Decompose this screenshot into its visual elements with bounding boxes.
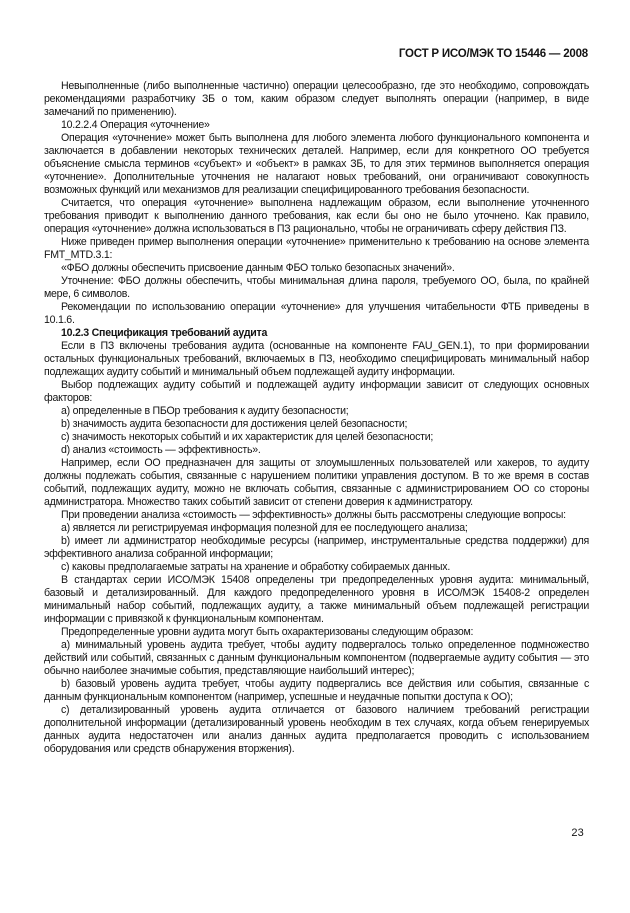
paragraph: b) имеет ли администратор необходимые ресурсы (например, инструментальные средства поддержки) для эффективного анализа собранной информации;: [44, 535, 589, 560]
paragraph: a) определенные в ПБОр требования к аудиту безопасности;: [61, 405, 349, 417]
section-heading: 10.2.2.4 Операция «уточнение»: [61, 119, 210, 131]
paragraph: c) каковы предполагаемые затраты на хранение и обработку собираемых данных.: [61, 561, 451, 573]
paragraph: a) минимальный уровень аудита требует, чтобы аудиту подвергалось только определенное подмножество действий или событий, связанных с данным функциональным компонентом (подвергаемые аудиту события — это обычно наиболее значимые события, представляющие наибольший интерес);: [44, 639, 589, 677]
paragraph: Если в ПЗ включены требования аудита (основанные на компоненте FAU_GEN.1), то при формировании остальных функциональных требований, включаемых в ПЗ, необходимо специфицировать минимальный набор подлежащих аудиту событий и минимальный объем подлежащей аудиту информации.: [44, 340, 589, 378]
paragraph: При проведении анализа «стоимость — эффективность» должны быть рассмотрены следующие вопросы:: [61, 509, 566, 521]
paragraph: Невыполненные (либо выполненные частично) операции целесообразно, где это необходимо, сопровождать рекомендациями разработчику ЗБ о том, каким образом следует выполнять операции (например, в виде замечаний по применению).: [44, 80, 589, 118]
paragraph: c) детализированный уровень аудита отличается от базового наличием требований регистрации дополнительной информации (детализированный уровень необходим в тех случаях, когда объем генерируемых данных аудита недостаточен или анализ данных аудита предполагается проводить с использованием оборудования или средств обнаружения вторжения).: [44, 704, 589, 755]
running-header: ГОСТ Р ИСО/МЭК ТО 15446 — 2008: [398, 48, 588, 60]
paragraph: b) базовый уровень аудита требует, чтобы аудиту подвергались все действия или события, связанные с данным функциональным компонентом (например, успешные и неудачные попытки доступа к ОО);: [44, 678, 589, 703]
paragraph: Уточнение: ФБО должны обеспечить, чтобы минимальная длина пароля, требуемого ОО, была, по крайней мере, 6 символов.: [44, 275, 589, 300]
paragraph: d) анализ «стоимость — эффективность».: [61, 444, 261, 456]
paragraph: c) значимость некоторых событий и их характеристик для целей безопасности;: [61, 431, 434, 443]
paragraph: b) значимость аудита безопасности для достижения целей безопасности;: [61, 418, 408, 430]
paragraph: Рекомендации по использованию операции «уточнение» для улучшения читабельности ФТБ приведены в 10.1.6.: [44, 301, 589, 326]
paragraph: Например, если ОО предназначен для защиты от злоумышленных пользователей или хакеров, то аудиту должны подлежать события, связанные с нарушением политики управления доступом. В то же время в состав событий, подлежащих аудиту, можно не включать события, связанные с администрированием ОО со стороны администратора. Множество таких событий зависит от степени доверия к администратору.: [44, 457, 589, 508]
document-body: [44, 80, 589, 756]
paragraph: Выбор подлежащих аудиту событий и подлежащей аудиту информации зависит от следующих основных факторов:: [44, 379, 589, 404]
paragraph: Предопределенные уровни аудита могут быть охарактеризованы следующим образом:: [61, 626, 474, 638]
page-number: 23: [571, 827, 584, 839]
paragraph: Считается, что операция «уточнение» выполнена надлежащим образом, если выполнение уточненного требования приводит к выполнению данного требования, как если бы оно не было уточнено. Как правило, операция «уточнение» должна использоваться в ПЗ рационально, чтобы не ограничивать сферу действия ПЗ.: [44, 197, 589, 235]
paragraph: Ниже приведен пример выполнения операции «уточнение» применительно к требованию на основе элемента FMT_MTD.3.1:: [44, 236, 589, 261]
paragraph: a) является ли регистрируемая информация полезной для ее последующего анализа;: [61, 522, 468, 534]
paragraph: В стандартах серии ИСО/МЭК 15408 определены три предопределенных уровня аудита: минимальный, базовый и детализированный. Для каждого предопределенного уровня в ИСО/МЭК 15408-2 определен минимальный набор событий, подлежащих аудиту, а также минимальный объем подлежащей регистрации информации с привязкой к функциональным компонентам.: [44, 574, 589, 625]
section-heading: 10.2.3 Спецификация требований аудита: [61, 327, 268, 339]
paragraph: Операция «уточнение» может быть выполнена для любого элемента любого функционального компонента и заключается в добавлении некоторых технических деталей. Например, если для конкретного ОО требуется объяснение смысла терминов «субъект» и «объект» в рамках ЗБ, то для этих терминов выполняется операция «уточнение». Дополнительные уточнения не налагают новых требований, они ограничивают совокупность возможных функций или механизмов для реализации специфицированного требования безопасности.: [44, 132, 589, 196]
paragraph: «ФБО должны обеспечить присвоение данным ФБО только безопасных значений».: [61, 262, 455, 274]
